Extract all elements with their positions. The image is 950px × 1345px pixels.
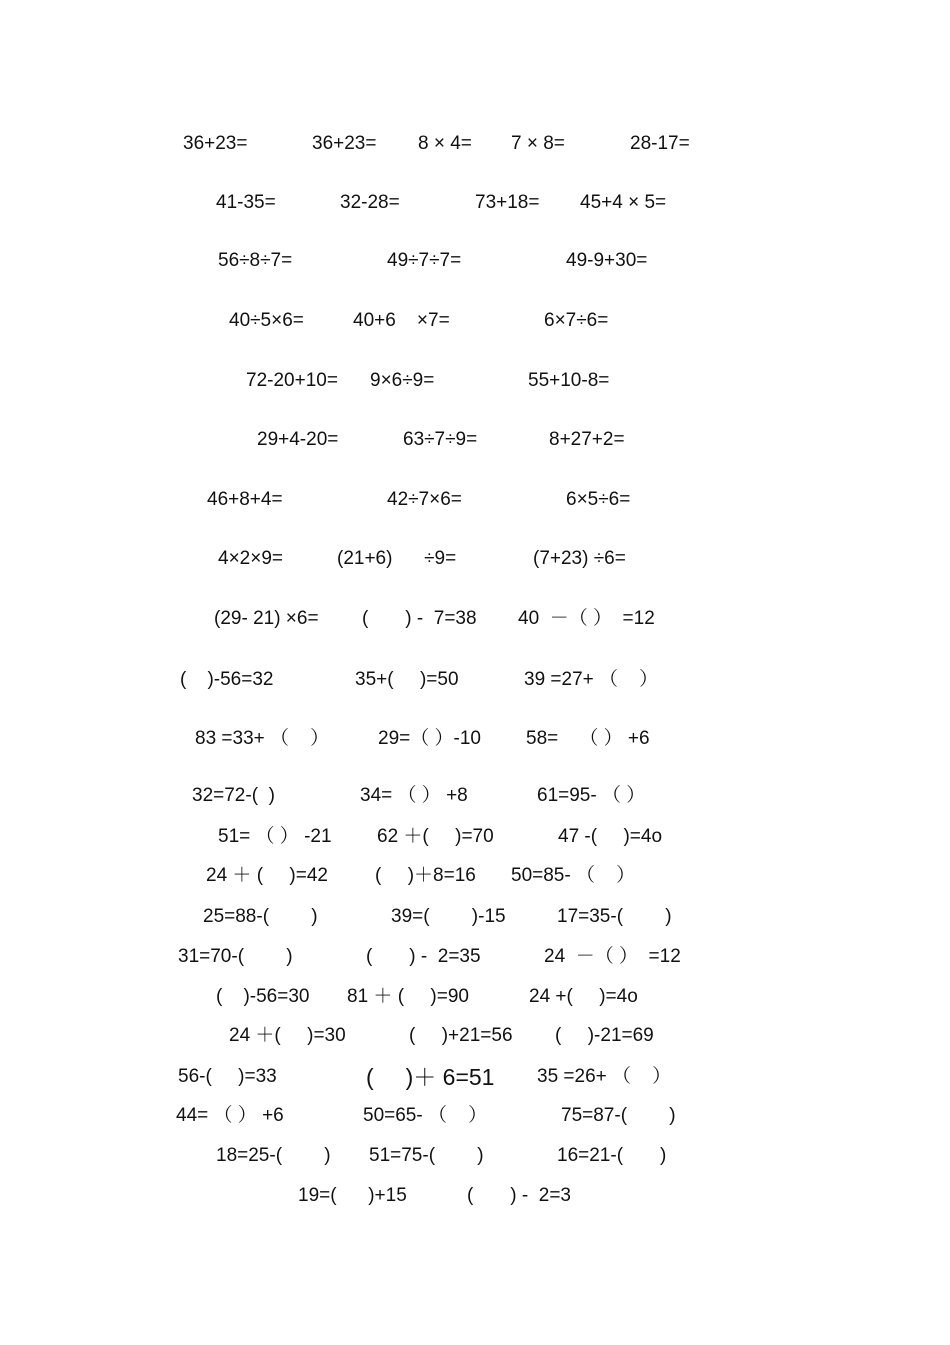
problem: 35+( )=50 [355, 669, 459, 690]
problem: 29=（ ）-10 [378, 728, 481, 749]
problem-row-21 [0, 1141, 950, 1171]
problem: 49÷7÷7= [387, 250, 462, 271]
problem-row-8 [0, 544, 950, 574]
problem-row-1 [0, 129, 950, 159]
problem: 55+10-8= [528, 370, 610, 391]
problem: ( ) - 2=3 [467, 1185, 571, 1206]
problem: 32-28= [340, 192, 400, 213]
problem-row-11 [0, 724, 950, 754]
problem-row-4 [0, 306, 950, 336]
problem: ( )＋ 6=51 [366, 1064, 495, 1090]
problem: 28-17= [630, 133, 690, 154]
problem: 24 +( )=4o [529, 986, 638, 1007]
problem: 34= （ ） +8 [360, 785, 468, 806]
problem: 62 ＋( )=70 [377, 826, 494, 847]
problem: 6×5÷6= [566, 489, 631, 510]
problem: 24 ＋( )=30 [229, 1025, 346, 1046]
problem: 47 -( )=4o [558, 826, 663, 847]
problem: 16=21-( ) [557, 1145, 667, 1166]
problem: 25=88-( ) [203, 906, 318, 927]
problem: 50=65- （ ） [363, 1105, 488, 1126]
problem: 83 =33+ （ ） [195, 728, 330, 749]
problem: 8+27+2= [549, 429, 625, 450]
problem: 73+18= [475, 192, 540, 213]
problem-row-22 [0, 1181, 950, 1211]
problem: 44= （ ） +6 [176, 1105, 284, 1126]
problem-row-13 [0, 822, 950, 852]
problem: 4×2×9= [218, 548, 283, 569]
problem: 40+6 ×7= [353, 310, 450, 331]
problem: 45+4 × 5= [580, 192, 667, 213]
problem: 41-35= [216, 192, 276, 213]
problem-row-3 [0, 246, 950, 276]
problem: ( ) - 7=38 [362, 608, 477, 629]
problem-row-9 [0, 604, 950, 634]
problem: (21+6) ÷9= [337, 548, 457, 569]
problem: 9×6÷9= [370, 370, 435, 391]
problem-row-6 [0, 425, 950, 455]
problem: 50=85- （ ） [511, 865, 636, 886]
problem: 39 =27+ （ ） [524, 669, 659, 690]
problem: ( )+21=56 [409, 1025, 513, 1046]
problem: ( )-56=32 [180, 669, 274, 690]
problem: 61=95- （ ） [537, 785, 646, 806]
problem: 24 －（ ） =12 [544, 946, 681, 967]
problem-row-16 [0, 942, 950, 972]
problem-row-10 [0, 665, 950, 695]
problem: 35 =26+ （ ） [537, 1066, 672, 1087]
problem: 49-9+30= [566, 250, 648, 271]
problem: 24 ＋ ( )=42 [206, 865, 328, 886]
problem: 18=25-( ) [216, 1145, 331, 1166]
problem: 40 －（ ） =12 [518, 608, 655, 629]
problem: ( ) - 2=35 [366, 946, 481, 967]
problem: 40÷5×6= [229, 310, 304, 331]
problem-row-7 [0, 485, 950, 515]
problem-row-14 [0, 861, 950, 891]
problem-row-17 [0, 982, 950, 1012]
problem: 72-20+10= [246, 370, 338, 391]
problem-row-12 [0, 781, 950, 811]
problem-row-2 [0, 188, 950, 218]
problem: 36+23= [183, 133, 248, 154]
problem: 7 × 8= [511, 133, 565, 154]
problem: 29+4-20= [257, 429, 339, 450]
problem: 51= （ ） -21 [218, 826, 332, 847]
problem: 6×7÷6= [544, 310, 609, 331]
problem: 42÷7×6= [387, 489, 462, 510]
problem: 75=87-( ) [561, 1105, 676, 1126]
problem-row-18 [0, 1021, 950, 1051]
problem: (7+23) ÷6= [533, 548, 626, 569]
problem: 8 × 4= [418, 133, 472, 154]
problem: 51=75-( ) [369, 1145, 484, 1166]
problem: 32=72-( ) [192, 785, 275, 806]
problem: 36+23= [312, 133, 377, 154]
problem-row-5 [0, 366, 950, 396]
problem: 58= （ ） +6 [526, 728, 650, 749]
problem: 39=( )-15 [391, 906, 506, 927]
problem: ( )-21=69 [555, 1025, 654, 1046]
problem-row-15 [0, 902, 950, 932]
problem: 19=( )+15 [298, 1185, 407, 1206]
problem: 56-( )=33 [178, 1066, 277, 1087]
problem-row-19 [0, 1062, 950, 1092]
problem: ( )-56=30 [216, 986, 310, 1007]
problem: 31=70-( ) [178, 946, 293, 967]
problem: 17=35-( ) [557, 906, 672, 927]
problem: ( )＋8=16 [375, 865, 476, 886]
problem-row-20 [0, 1101, 950, 1131]
problem: 63÷7÷9= [403, 429, 478, 450]
problem: (29- 21) ×6= [214, 608, 319, 629]
problem: 46+8+4= [207, 489, 283, 510]
problem: 81 ＋ ( )=90 [347, 986, 469, 1007]
problem: 56÷8÷7= [218, 250, 293, 271]
